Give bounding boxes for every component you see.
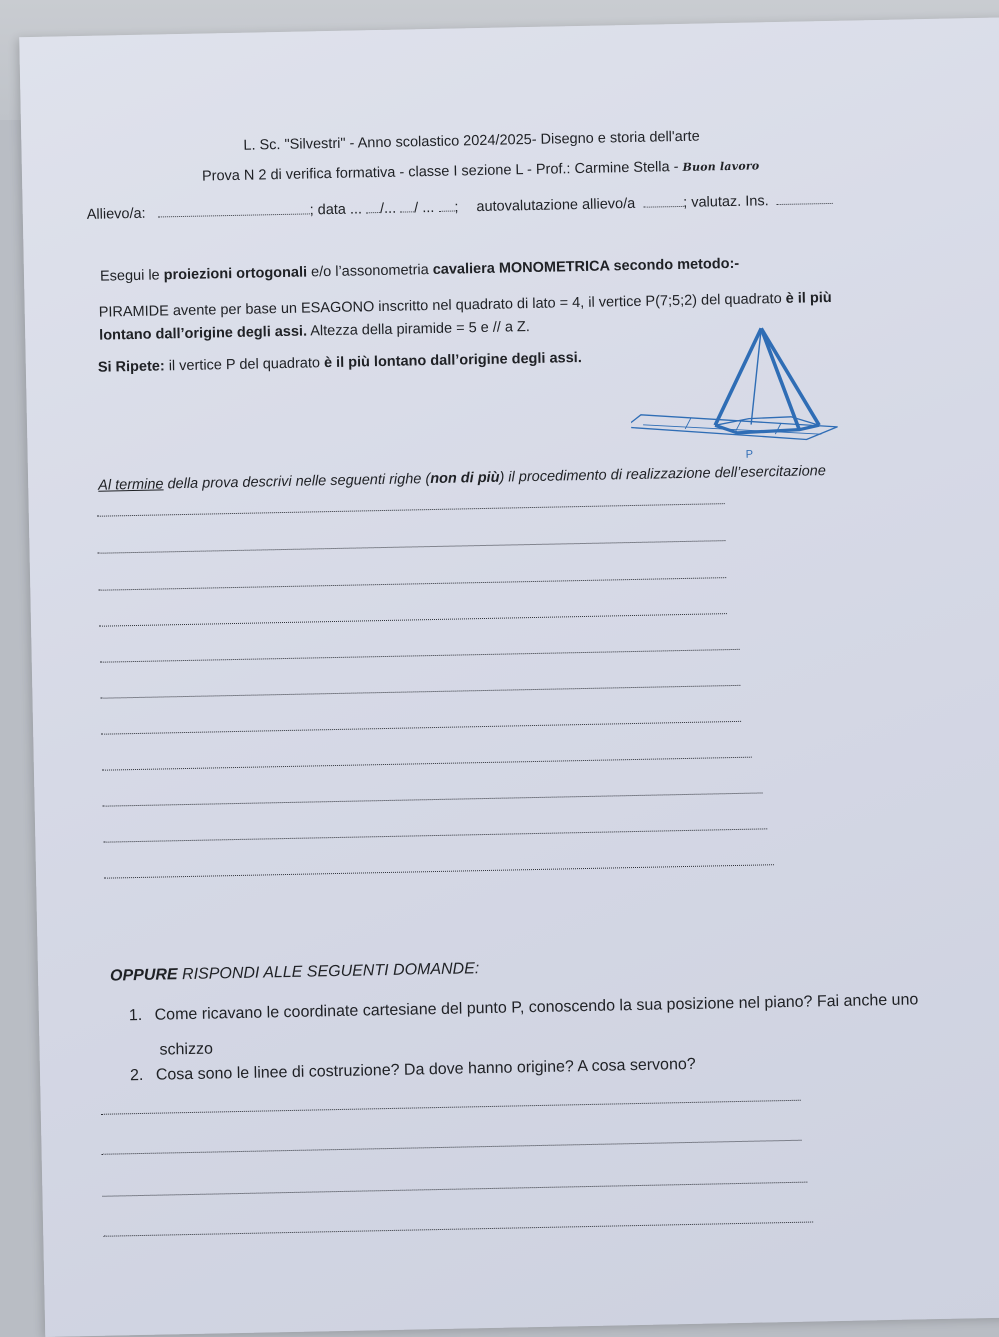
task-bold-1: è il più (785, 289, 832, 307)
writing-line[interactable] (99, 613, 727, 627)
pyramid-edge (761, 327, 819, 426)
allievo-blank[interactable] (157, 201, 309, 217)
valutazione-blank[interactable] (777, 191, 833, 205)
writing-line[interactable] (100, 649, 740, 663)
prompt-underlined: Al termine (98, 476, 164, 494)
question-text: Come ricavano le coordinate cartesiane del punto P, conoscendo la sua posizione nel piano? Fai anche uno (154, 991, 919, 1024)
answer-line[interactable] (103, 1222, 813, 1237)
task-bold-2: lontano dall’origine degli assi. (99, 323, 308, 344)
answer-line[interactable] (102, 1182, 807, 1197)
intro-bold-2: cavaliera MONOMETRICA secondo metodo:- (432, 255, 740, 278)
repeat-line (98, 349, 582, 377)
repeat-bold-1: Si Ripete: (97, 358, 165, 376)
repeat-text: il vertice P del quadrato (164, 355, 325, 375)
intro-text-1: Esegui le (99, 267, 164, 285)
question-text: Cosa sono le linee di costruzione? Da dove hanno origine? A cosa servono? (155, 1055, 696, 1084)
intro-bold-1: proiezioni ortogonali (163, 264, 308, 284)
question-number: 2. (129, 1066, 144, 1085)
date-sep-1: /... (379, 200, 397, 218)
task-line-2 (99, 318, 530, 345)
writing-line[interactable] (103, 828, 767, 842)
autovalutazione-blank[interactable] (643, 194, 683, 208)
date-end: ; (454, 199, 459, 216)
question-1 (129, 989, 919, 1027)
task-text-1: PIRAMIDE avente per base un ESAGONO inscritto nel quadrato di lato = 4, il vertice P(7;5;2) del quadrato (98, 290, 786, 321)
writing-line[interactable] (100, 685, 740, 699)
questions-heading (110, 958, 480, 987)
writing-line[interactable] (104, 864, 774, 878)
prompt-bold: non di più (430, 469, 500, 488)
prompt-text-2: ) il procedimento di realizzazione dell’esercitazione (499, 463, 827, 486)
header-line-2 (202, 156, 760, 186)
date-month-blank[interactable] (400, 199, 414, 212)
answer-line[interactable] (101, 1100, 801, 1115)
writing-line[interactable] (98, 577, 726, 591)
header-line-1: L. Sc. "Silvestri" - Anno scolastico 2024/2025- Disegno e storia dell'arte (243, 128, 700, 154)
worksheet-page (19, 17, 999, 1337)
allievo-label: Allievo/a: (86, 205, 146, 223)
hexagon-base-back (715, 416, 819, 427)
date-year-blank[interactable] (438, 199, 454, 212)
question-2 (130, 1054, 696, 1087)
autovalutazione-label: autovalutazione allievo/a (476, 195, 636, 216)
prompt-text-1: della prova descrivi nelle seguenti righe ( (163, 471, 431, 493)
writing-line[interactable] (97, 503, 725, 517)
task-line-1 (99, 289, 832, 322)
instruction-intro (100, 255, 739, 286)
date-sep-2: / ... (414, 199, 435, 217)
date-day-blank[interactable] (366, 200, 380, 213)
repeat-bold-2: è il più lontano dall’origine degli assi. (323, 349, 582, 372)
header-line-2-text: Prova N 2 di verifica formativa - classe I sezione L - Prof.: Carmine Stella - (201, 158, 683, 185)
student-info-row (87, 191, 833, 224)
answer-line[interactable] (102, 1140, 802, 1155)
heading-text: RISPONDI ALLE SEGUENTI DOMANDE: (177, 960, 480, 984)
question-number: 1. (128, 1006, 143, 1025)
description-prompt (98, 462, 826, 495)
writing-line[interactable] (101, 721, 741, 735)
intro-text-2: e/o l’assonometria (306, 261, 433, 281)
pyramid-figure (629, 322, 872, 467)
writing-line[interactable] (103, 792, 763, 806)
data-label: ; data ... (309, 201, 363, 219)
heading-bold: OPPURE (109, 966, 178, 985)
handwritten-note: Buon lavoro (682, 159, 760, 174)
task-text-2: Altezza della piramide = 5 e // a Z. (306, 319, 531, 340)
valutazione-label: ; valutaz. Ins. (683, 193, 769, 211)
vertex-label-p: P (745, 448, 754, 461)
writing-line[interactable] (102, 757, 752, 771)
writing-line[interactable] (98, 540, 726, 554)
question-1-continuation: schizzo (159, 1040, 214, 1059)
